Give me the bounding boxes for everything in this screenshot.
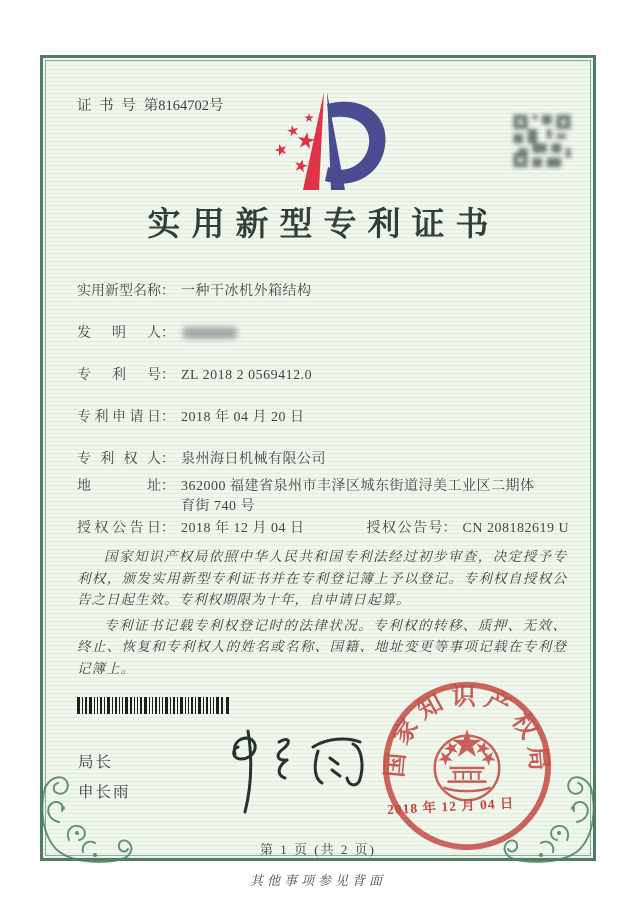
seal-national-emblem	[435, 736, 500, 801]
colon: ：	[161, 326, 175, 341]
legal-paragraph-2: 专利证书记载专利权登记时的法律状况。专利权的转移、质押、无效、终止、恢复和专利权人的姓名或名称、国籍、地址变更等事项记载在专利登记簿上。	[77, 617, 567, 676]
certificate-number-label: 证 书 号	[77, 98, 138, 114]
seal-text: 国家知识产权局	[381, 683, 553, 779]
certificate-number	[77, 94, 224, 115]
certificate-number-value: 第8164702号	[143, 98, 224, 114]
seal-date: 2018 年 12 月 04 日	[386, 795, 515, 818]
field-label: 实用新型名称	[77, 284, 161, 299]
field-value: 362000 福建省泉州市丰泽区城东街道浔美工业区二期体育街 740 号	[181, 479, 535, 514]
field-utility-model-name	[77, 282, 571, 302]
field-label: 地址	[77, 479, 161, 494]
legal-text	[77, 546, 567, 683]
qr-code	[508, 110, 576, 172]
legal-paragraph-1: 国家知识产权局依照中华人民共和国专利法经过初步审查，决定授予专利权，颁发实用新型专利证书并在专利登记簿上予以登记。专利权自授权公告之日起生效。专利权期限为十年，自申请日起算。	[77, 549, 567, 607]
officer-signature	[221, 726, 386, 821]
field-value: 2018 年 12 月 04 日	[181, 521, 305, 536]
field-label: 专利号	[77, 368, 161, 383]
officer-block	[78, 748, 131, 808]
barcode	[77, 697, 229, 714]
field-label: 授权公告号	[366, 521, 443, 536]
field-value: 一种干冰机外箱结构	[181, 284, 312, 299]
patent-fields	[77, 282, 571, 561]
colon: ：	[161, 410, 175, 425]
certificate-title: 实用新型专利证书	[147, 207, 500, 243]
field-patentee	[77, 450, 571, 470]
colon: ：	[161, 521, 175, 536]
field-inventor	[77, 324, 571, 344]
field-label: 专利申请日	[77, 410, 161, 425]
field-value: CN 208182619 U	[462, 521, 570, 536]
officer-title: 局长	[78, 754, 114, 771]
colon: ：	[161, 479, 175, 494]
field-filing-date	[77, 408, 571, 428]
field-label: 授权公告日	[77, 521, 161, 536]
certificate-frame	[40, 55, 596, 861]
officer-name: 申长雨	[78, 784, 131, 801]
field-address	[77, 477, 571, 517]
colon: ：	[161, 368, 175, 383]
field-label: 专利权人	[77, 452, 161, 467]
colon: ：	[161, 284, 175, 299]
redacted-inventor-name	[183, 327, 237, 339]
field-value: ZL 2018 2 0569412.0	[181, 368, 313, 383]
field-patent-number	[77, 366, 571, 386]
page-number: 第 1 页 (共 2 页)	[260, 842, 376, 857]
field-value: 泉州海日机械有限公司	[181, 452, 326, 467]
field-grant-row	[77, 519, 571, 539]
field-label: 发明人	[77, 326, 161, 341]
cnipa-logo-icon	[253, 88, 401, 194]
field-value: 2018 年 04 月 20 日	[181, 410, 305, 425]
official-seal	[379, 678, 555, 854]
colon: ：	[442, 521, 457, 536]
colon: ：	[161, 452, 175, 467]
footer-note: 其他事项参见背面	[249, 873, 386, 888]
field-grant-number	[367, 519, 570, 539]
